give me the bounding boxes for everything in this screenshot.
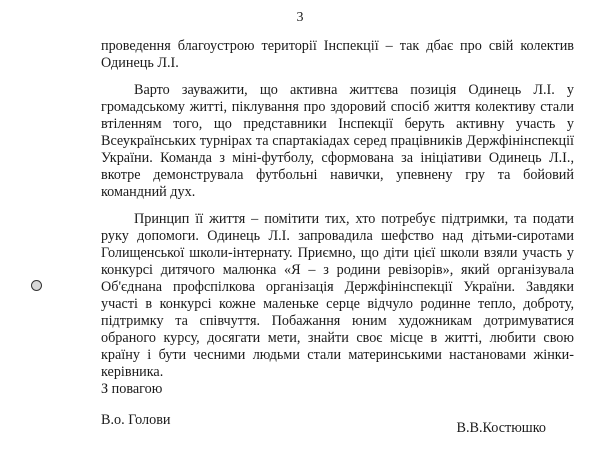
- paragraph-charity: Принцип її життя – помітити тих, хто потребує підтримки, та подати руку допомоги. Одинець Л.І. запровадила шефство над дітьми-сиротами Голищенської школи-інтернату. Приємно, що діти цієї школи взяли участь у конкурсі дитячого малюнка «Я – з родини ревізорів», який організувала Об'єднана профспілкова організація Держфінінспекції України. Завдяки участі в конкурсі кожне маленьке серце відчуло родинне тепло, доброту, підтримку та співчуття. Побажання юним художникам дотримуватися обраного курсу, досягати мети, знайти своє місце в житті, любити свою країну і бути чесними людьми стали материнськими настановами жінки-керівника.: [101, 211, 574, 380]
- paragraph-continuation: проведення благоустрою території Інспекції – так дбає про свій колектив Одинець Л.І.: [101, 38, 574, 71]
- hole-punch-mark: [31, 280, 42, 291]
- signer-position: В.о. Голови: [101, 412, 171, 428]
- letter-body: [101, 38, 574, 391]
- page-number: 3: [296, 10, 304, 25]
- signer-name: В.В.Костюшко: [456, 420, 546, 436]
- closing-regards: З повагою: [101, 381, 163, 397]
- paragraph-sports: Варто зауважити, що активна життєва позиція Одинець Л.І. у громадському житті, піклування про здоровий спосіб життя колективу стали втіленням того, що представники Інспекції беруть активну участь у Всеукраїнських турнірах та спартакіадах серед працівників Держфінінспекції України. Команда з міні-футболу, сформована за ініціативи Одинець Л.І., вкотре демонструвала футбольні навички, упевнену гру та бойовий командний дух.: [101, 82, 574, 200]
